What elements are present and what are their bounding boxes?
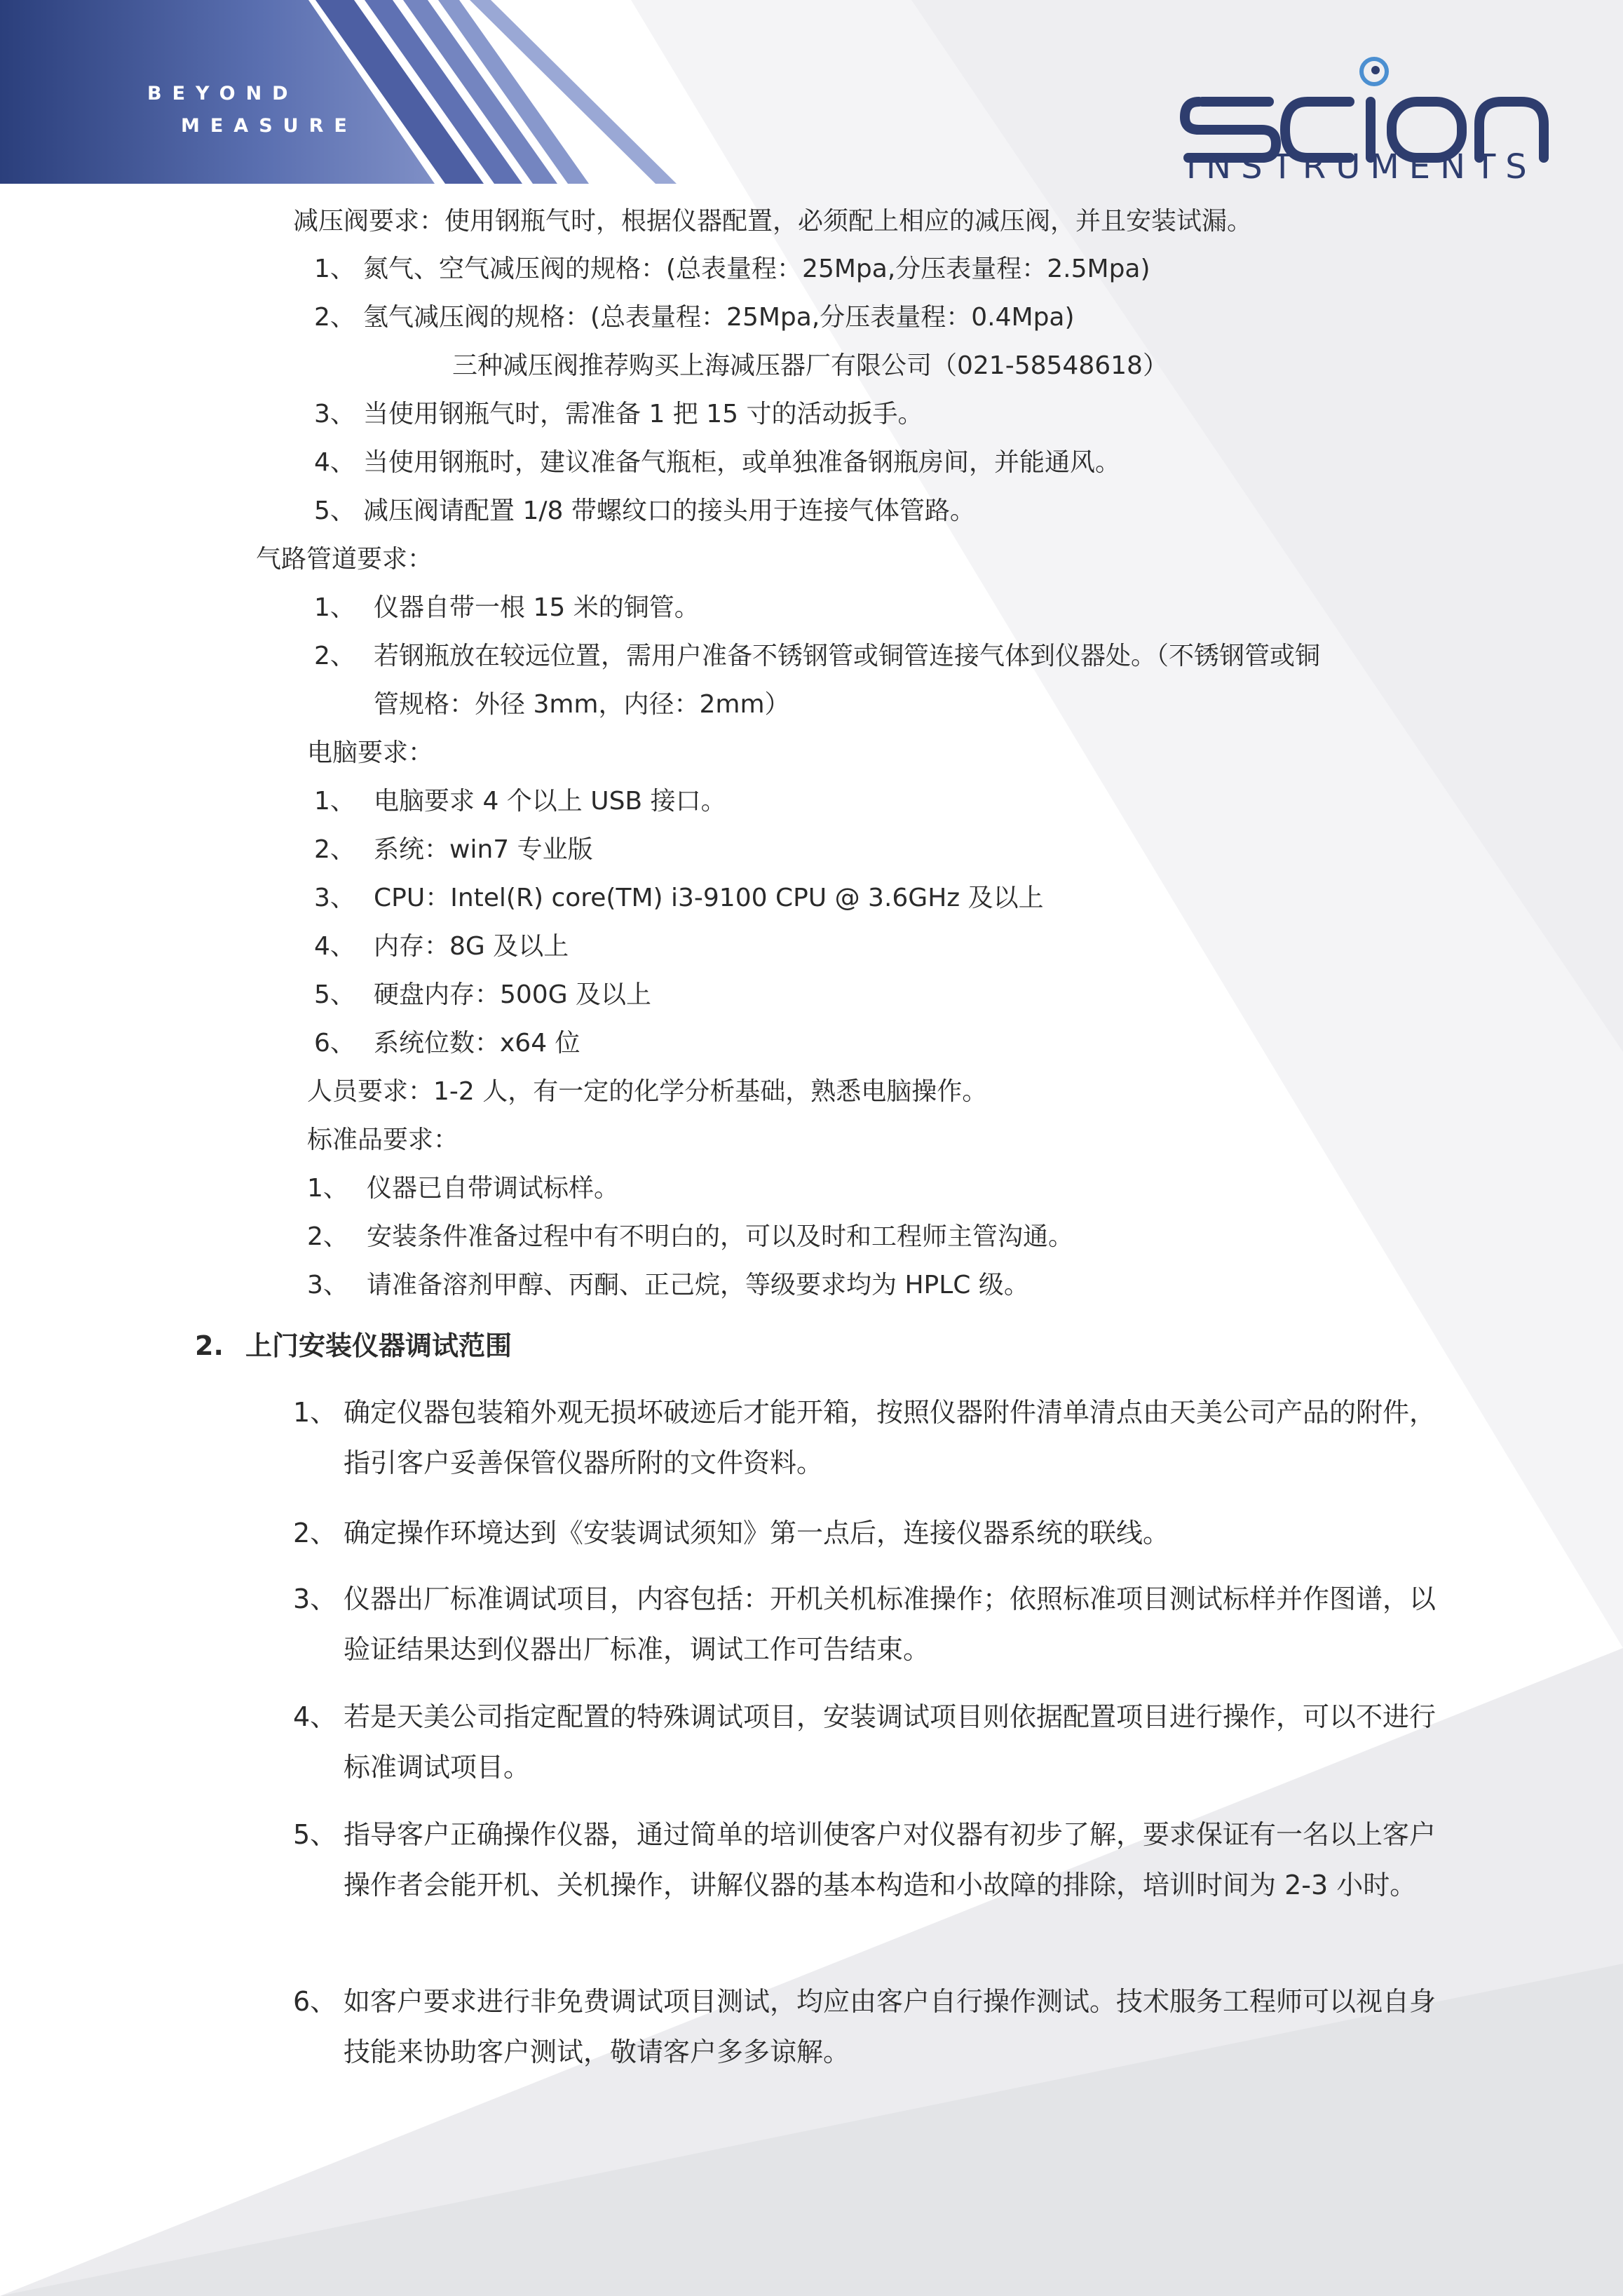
regulator-item-1: 氮气、空气减压阀的规格：(总表量程：25Mpa,分压表量程：2.5Mpa)	[363, 255, 1150, 283]
standards-item-2: 安装条件准备过程中有不明白的，可以及时和工程师主管沟通。	[367, 1222, 1074, 1251]
standards-item-3-number: 3、	[307, 1271, 348, 1299]
regulator-item-5: 减压阀请配置 1/8 带螺纹口的接头用于连接气体管路。	[363, 497, 975, 525]
computer-item-4-number: 4、	[314, 932, 355, 961]
section-2-item-4-number: 4、	[293, 1701, 337, 1732]
regulator-item-2: 氢气减压阀的规格：(总表量程：25Mpa,分压表量程：0.4Mpa)	[363, 303, 1075, 332]
gas-pipe-item-1-number: 1、	[314, 593, 355, 622]
computer-item-3-number: 3、	[314, 884, 355, 912]
tagline-beyond: BEYOND	[147, 83, 299, 104]
standards-item-1: 仪器已自带调试标样。	[367, 1174, 620, 1203]
gas-pipe-item-2: 若钢瓶放在较远位置，需用户准备不锈钢管或铜管连接气体到仪器处。（不锈钢管或铜	[374, 642, 1321, 670]
section-2-item-4: 若是天美公司指定配置的特殊调试项目，安装调试项目则依据配置项目进行操作，可以不进行标准调试项目。	[344, 1701, 1437, 1783]
section-2-item-6-number: 6、	[293, 1986, 337, 2017]
standards-item-3: 请准备溶剂甲醇、丙酮、正己烷，等级要求均为 HPLC 级。	[367, 1271, 1029, 1299]
personnel-requirement: 人员要求：1-2 人，有一定的化学分析基础，熟悉电脑操作。	[307, 1077, 988, 1106]
section-2-item-3-number: 3、	[293, 1583, 337, 1614]
regulator-supplier-note: 三种减压阀推荐购买上海减压器厂有限公司（021-58548618）	[452, 351, 1168, 380]
standards-title: 标准品要求：	[307, 1126, 459, 1154]
section-2-title: 上门安装仪器调试范围	[245, 1330, 512, 1361]
regulator-intro: 减压阀要求：使用钢瓶气时，根据仪器配置，必须配上相应的减压阀，并且安装试漏。	[293, 207, 1253, 236]
regulator-item-2-number: 2、	[314, 303, 355, 332]
section-2-item-2: 确定操作环境达到《安装调试须知》第一点后，连接仪器系统的联线。	[344, 1518, 1170, 1548]
computer-title: 电脑要求：	[307, 738, 434, 767]
logo-subtitle: INSTRUMENTS	[1186, 147, 1537, 187]
computer-item-1: 电脑要求 4 个以上 USB 接口。	[374, 787, 726, 816]
section-2-item-5-number: 5、	[293, 1819, 337, 1850]
computer-item-4: 内存：8G 及以上	[374, 932, 569, 961]
gas-pipe-item-2-number: 2、	[314, 642, 355, 670]
section-2-item-3: 仪器出厂标准调试项目，内容包括：开机关机标准操作；依照标准项目测试标样并作图谱，以验证结果达到仪器出厂标准，调试工作可告结束。	[344, 1583, 1437, 1665]
computer-item-2-number: 2、	[314, 835, 355, 864]
gas-pipe-title: 气路管道要求：	[256, 545, 433, 574]
section-2-item-1: 确定仪器包装箱外观无损坏破迹后才能开箱，按照仪器附件清单清点由天美公司产品的附件，指引客户妥善保管仪器所附的文件资料。	[344, 1397, 1437, 1478]
section-2-item-6: 如客户要求进行非免费调试项目测试，均应由客户自行操作测试。技术服务工程师可以视自身技能来协助客户测试，敬请客户多多谅解。	[344, 1986, 1437, 2067]
section-2-item-5: 指导客户正确操作仪器，通过简单的培训使客户对仪器有初步了解，要求保证有一名以上客户操作者会能开机、关机操作，讲解仪器的基本构造和小故障的排除，培训时间为 2-3 小时。	[344, 1819, 1437, 1900]
section-2-item-1-number: 1、	[293, 1397, 337, 1428]
computer-item-2: 系统：win7 专业版	[374, 835, 593, 864]
tagline-measure: MEASURE	[181, 115, 358, 137]
regulator-item-4: 当使用钢瓶时，建议准备气瓶柜，或单独准备钢瓶房间，并能通风。	[363, 448, 1121, 477]
standards-item-2-number: 2、	[307, 1222, 348, 1251]
regulator-item-1-number: 1、	[314, 255, 355, 283]
regulator-item-3: 当使用钢瓶气时，需准备 1 把 15 寸的活动扳手。	[363, 400, 923, 428]
computer-item-5: 硬盘内存：500G 及以上	[374, 980, 652, 1009]
computer-item-5-number: 5、	[314, 980, 355, 1009]
standards-item-1-number: 1、	[307, 1174, 348, 1203]
regulator-item-3-number: 3、	[314, 400, 355, 428]
computer-item-1-number: 1、	[314, 787, 355, 816]
header-banner	[0, 0, 701, 186]
computer-item-6: 系统位数：x64 位	[374, 1029, 580, 1058]
section-2-number: 2.	[195, 1330, 224, 1361]
regulator-item-4-number: 4、	[314, 448, 355, 477]
gas-pipe-item-1: 仪器自带一根 15 米的铜管。	[374, 593, 700, 622]
computer-item-6-number: 6、	[314, 1029, 355, 1058]
computer-item-3: CPU：Intel(R) core(TM) i3-9100 CPU @ 3.6GHz 及以上	[374, 884, 1044, 912]
section-2-item-2-number: 2、	[293, 1518, 337, 1548]
regulator-item-5-number: 5、	[314, 497, 355, 525]
gas-pipe-item-2-continued: 管规格：外径 3mm，内径：2mm）	[374, 690, 790, 719]
